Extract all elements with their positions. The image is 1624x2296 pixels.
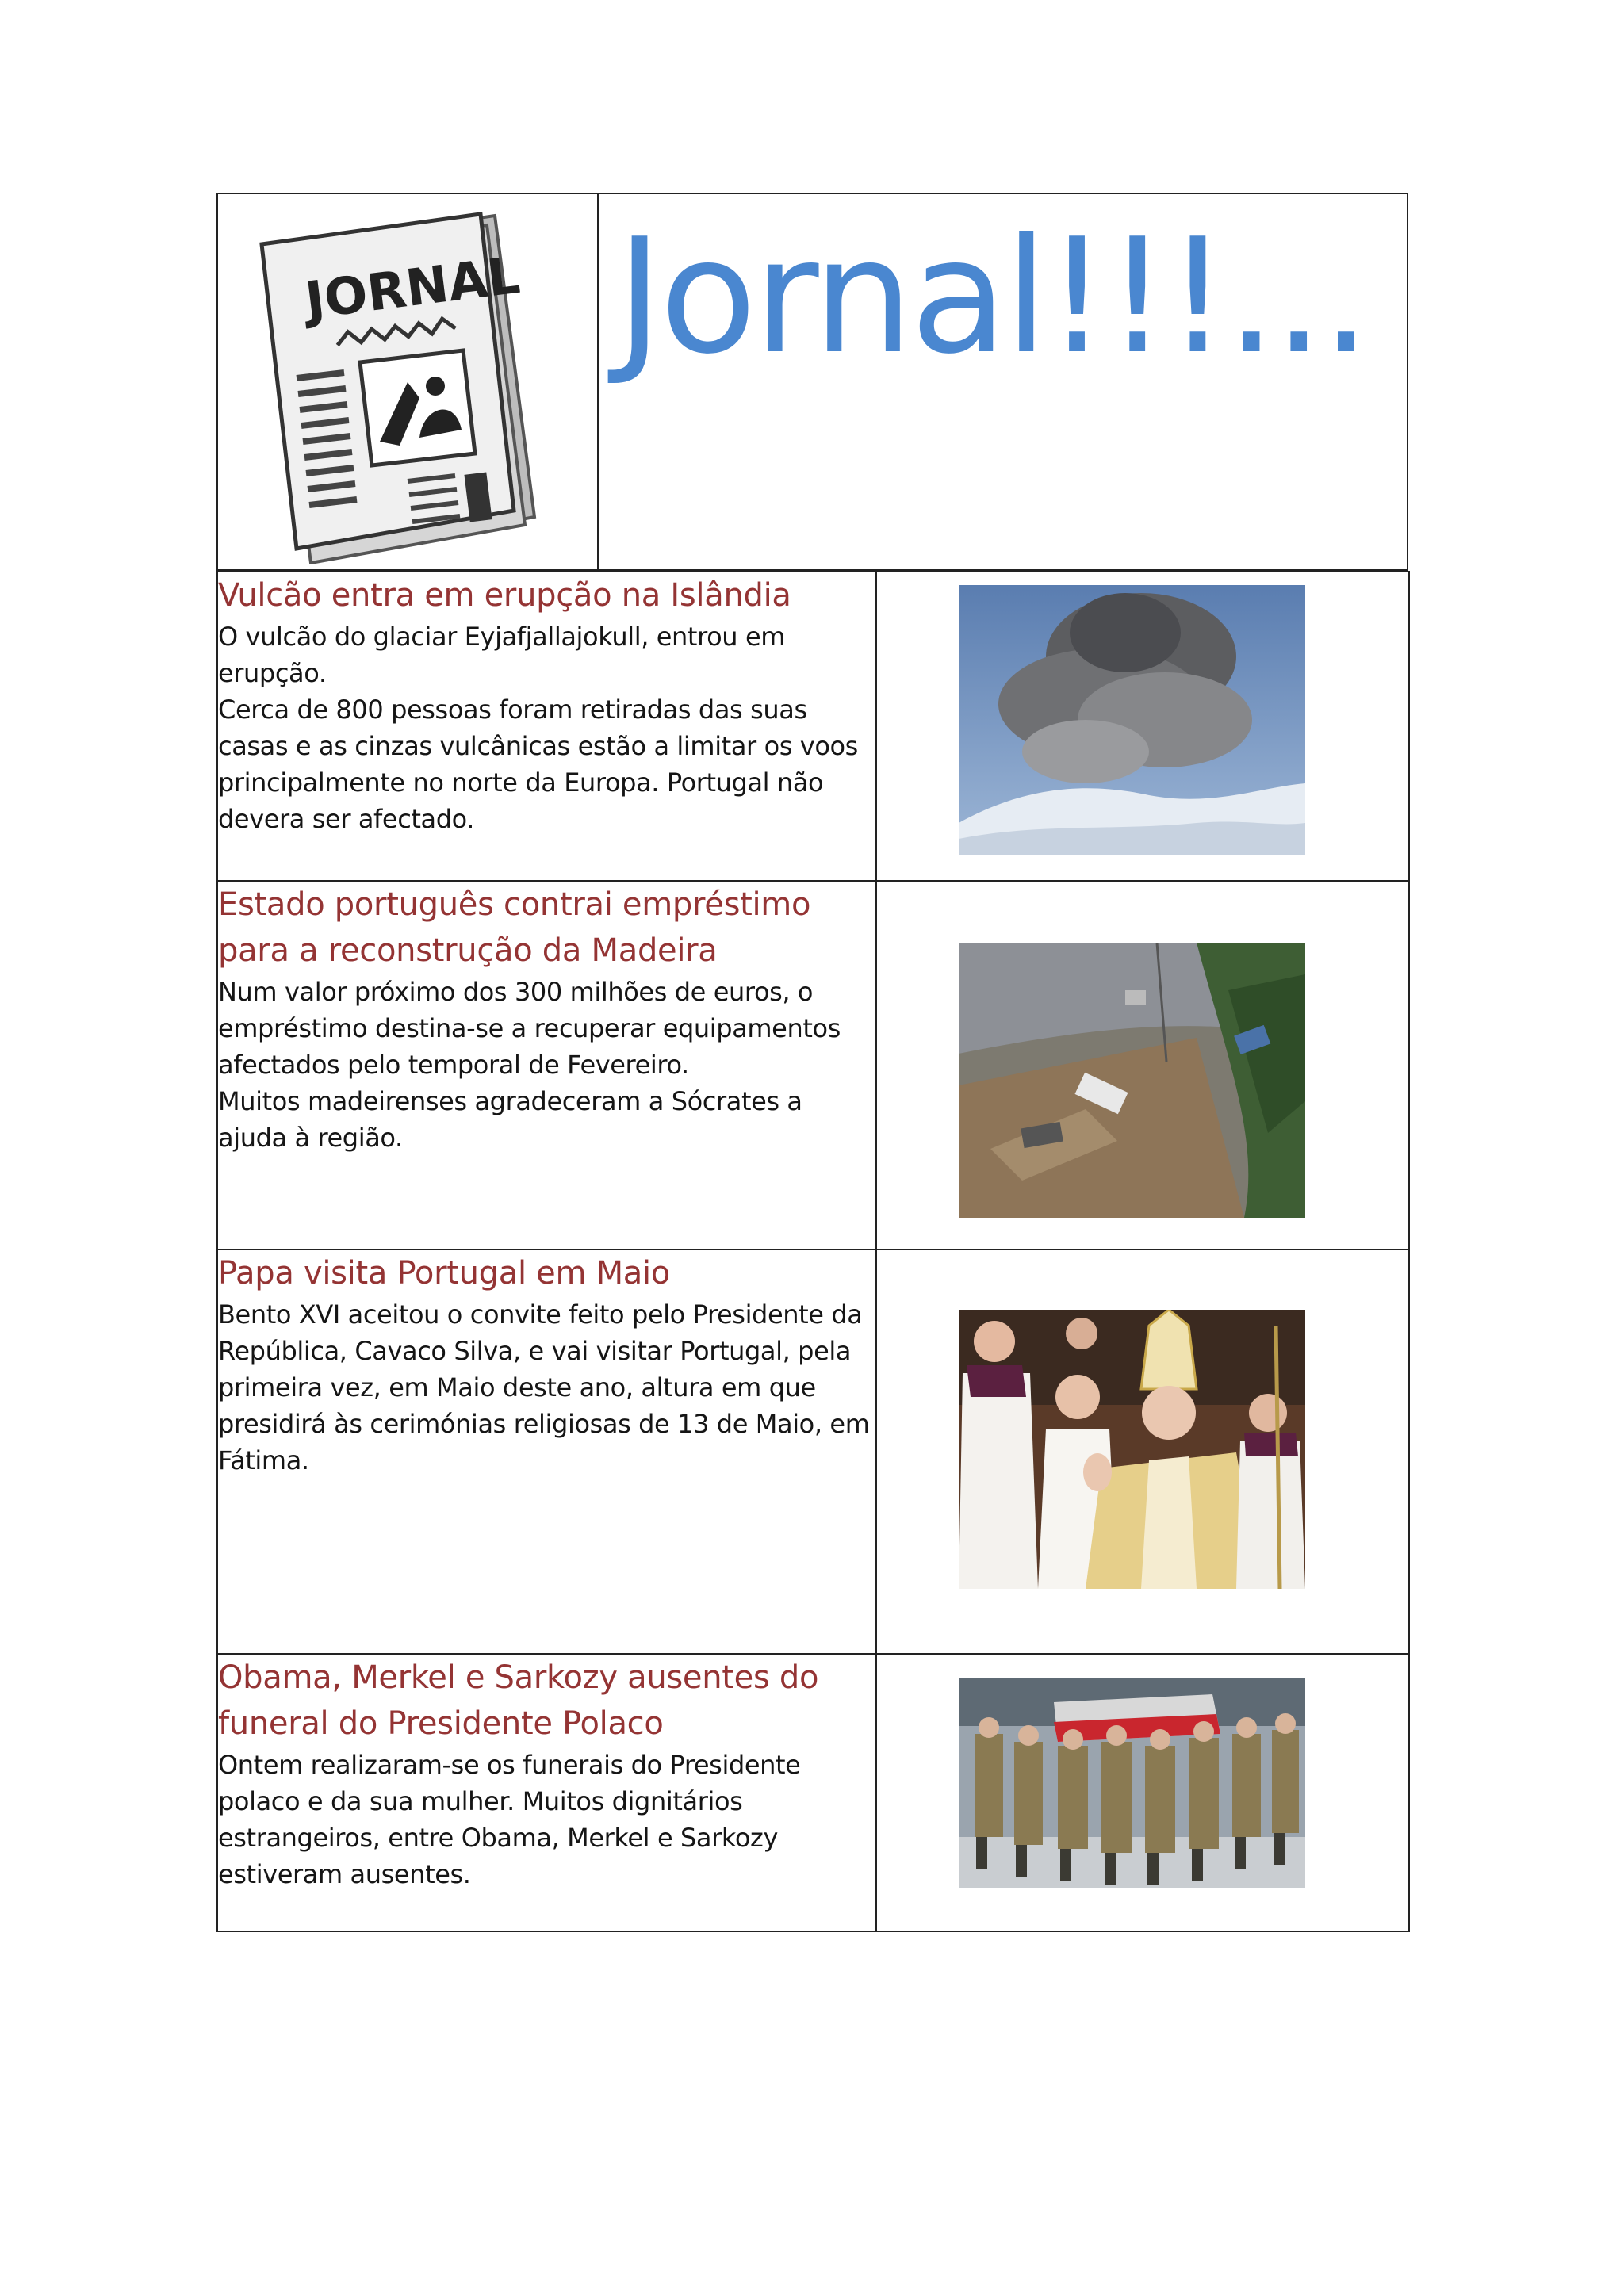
article-text-cell	[217, 881, 876, 1249]
article-text-cell	[217, 1249, 876, 1654]
article-text-cell	[217, 572, 876, 881]
volcano-eruption-photo	[959, 585, 1305, 855]
article-image-cell	[876, 572, 1409, 881]
pope-procession-photo	[959, 1310, 1305, 1589]
masthead-table	[216, 193, 1408, 571]
article-body: Num valor próximo dos 300 milhões de euros, o empréstimo destina-se a recuperar equipamentos afectados pelo temporal de Fevereiro. Muitos madeirenses agradeceram a Sócrates a ajuda à região.	[218, 977, 841, 1153]
madeira-flood-damage-photo	[959, 943, 1305, 1218]
masthead-title: Jornal!!!...	[616, 205, 1369, 389]
article-row	[217, 1654, 1409, 1931]
article-row	[217, 881, 1409, 1249]
articles-table	[216, 571, 1410, 1932]
article-headline: Obama, Merkel e Sarkozy ausentes do funeral do Presidente Polaco	[218, 1659, 819, 1742]
article-image-cell	[876, 1249, 1409, 1654]
article-row	[217, 1249, 1409, 1654]
article-headline: Estado português contrai empréstimo para a reconstrução da Madeira	[218, 886, 811, 969]
article-headline: Papa visita Portugal em Maio	[218, 1255, 670, 1292]
article-headline: Vulcão entra em erupção na Islândia	[218, 577, 791, 614]
state-funeral-photo	[959, 1678, 1305, 1888]
article-image-cell	[876, 881, 1409, 1249]
article-body: Bento XVI aceitou o convite feito pelo Presidente da República, Cavaco Silva, e vai visitar Portugal, pela primeira vez, em Maio deste ano, altura em que presidirá às cerimónias religiosas de 13 de Maio, em Fátima.	[218, 1299, 870, 1475]
logo-wordmark: JORNAL	[302, 246, 523, 331]
article-body: O vulcão do glaciar Eyjafjallajokull, entrou em erupção. Cerca de 800 pessoas foram retiradas das suas casas e as cinzas vulcânicas estão a limitar os voos principalmente no norte da Europa. Portugal não devera ser afectado.	[218, 622, 858, 834]
article-row	[217, 572, 1409, 881]
article-text-cell	[217, 1654, 876, 1931]
article-image-cell	[876, 1654, 1409, 1931]
logo-cell	[218, 194, 599, 569]
article-body: Ontem realizaram-se os funerais do Presidente polaco e da sua mulher. Muitos dignitários estrangeiros, entre Obama, Merkel e Sarkozy estiveram ausentes.	[218, 1750, 801, 1889]
title-cell	[599, 194, 1407, 569]
newspaper-icon	[249, 200, 566, 564]
